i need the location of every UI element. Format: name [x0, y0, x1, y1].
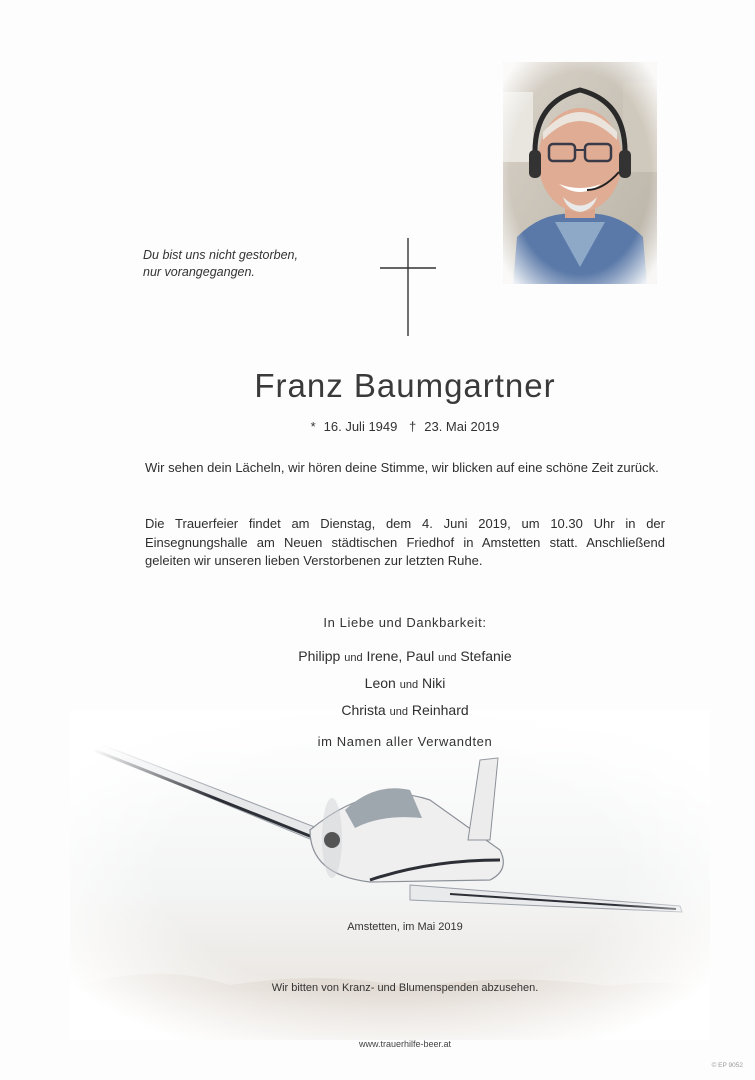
birth-date: 16. Juli 1949 [323, 419, 398, 434]
family-name: Leon [364, 675, 396, 691]
cross-icon [380, 238, 436, 336]
quote-line-2: nur vorangegangen. [143, 265, 255, 279]
quote-line-1: Du bist uns nicht gestorben, [143, 248, 298, 262]
family-name: Reinhard [411, 702, 469, 718]
family-line-1 [0, 648, 755, 664]
memorial-quote [143, 247, 343, 281]
birth-symbol: * [310, 419, 316, 434]
family-name: Christa [341, 702, 386, 718]
relatives-line: im Namen aller Verwandten [317, 734, 493, 749]
death-date: 23. Mai 2019 [424, 419, 500, 434]
portrait-photo [503, 62, 657, 284]
and-word: und [344, 652, 363, 664]
death-symbol: † [409, 419, 417, 434]
website-link[interactable]: www.trauerhilfe-beer.at [358, 1039, 452, 1049]
donation-note: Wir bitten von Kranz- und Blumenspenden abzusehen. [271, 982, 539, 994]
family-name: Stefanie [460, 648, 512, 664]
ceremony-paragraph: Die Trauerfeier findet am Dienstag, dem 4. Juni 2019, um 10.30 Uhr in der Einsegnungshalle am Neuen städtischen Friedhof in Amstetten statt. Anschließend geleiten wir unseren lieben Verstorbenen zur letzten Ruhe. [145, 516, 665, 568]
family-name: Philipp [298, 648, 341, 664]
place-date: Amstetten, im Mai 2019 [347, 921, 463, 933]
family-line-3 [0, 702, 755, 718]
product-code: © EP 9052 [711, 1062, 743, 1069]
remembrance-paragraph: Wir sehen dein Lächeln, wir hören deine Stimme, wir blicken auf eine schöne Zeit zurück. [145, 460, 659, 475]
and-word: und [399, 679, 419, 691]
family-line-2 [0, 675, 755, 691]
thanks-heading: In Liebe und Dankbarkeit: [323, 615, 487, 630]
life-dates [0, 419, 755, 434]
family-name: Irene, Paul [366, 648, 435, 664]
family-name: Niki [421, 675, 446, 691]
and-word: und [438, 652, 457, 664]
and-word: und [389, 706, 408, 718]
deceased-name: Franz Baumgartner [254, 367, 556, 404]
